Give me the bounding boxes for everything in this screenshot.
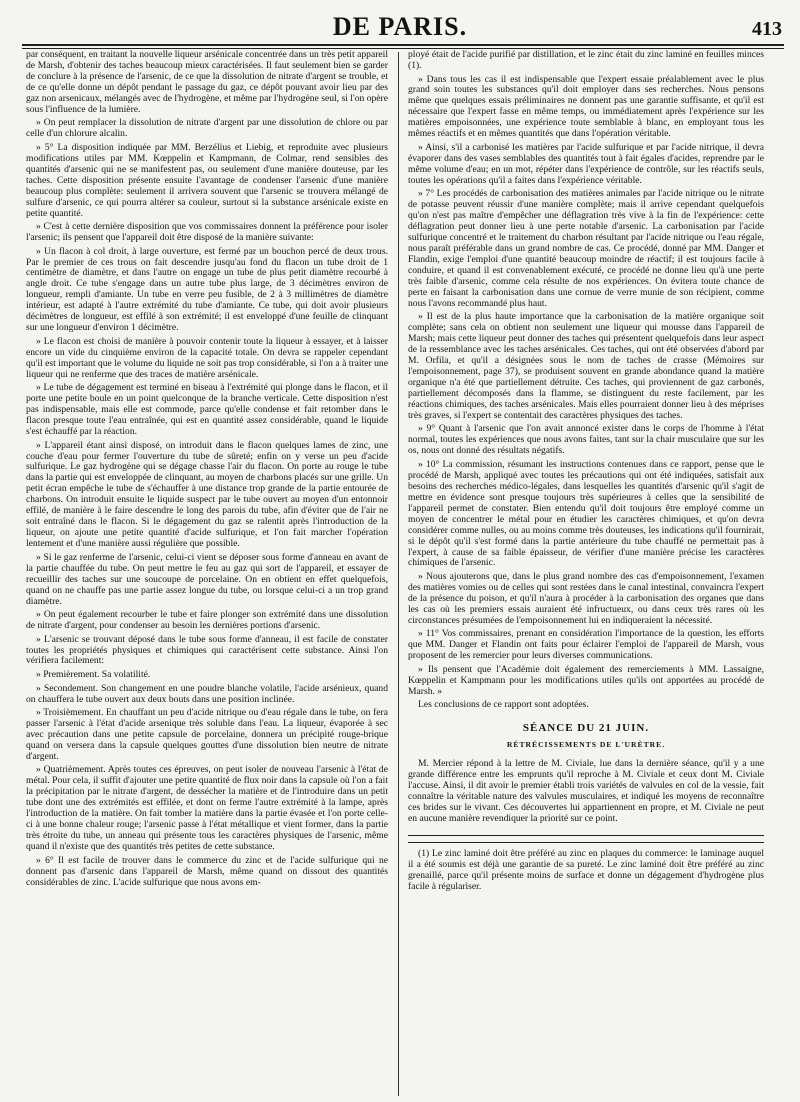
section-subtitle: RÉTRÉCISSEMENTS DE L'URÈTRE. bbox=[506, 740, 666, 750]
paragraph: » L'appareil étant ainsi disposé, on introduit dans le flacon quelques lames de zinc, une couche d'eau pour fermer l'ouverture du tube de sûreté; enfin on y verse un peu d'acide sulfurique. Le gaz hydrogène qui se dégage chasse l'air du flacon. On porte au rouge le tube dans la partie qui est enveloppée de clinquant, au moyen de charbons placés sur une grille. Un petit écran empêche le tube de s'échauffer à une distance trop grande de la partie entourée de charbons. On introduit ensuite le liquide suspect par le tube ouvert au moyen d'un entonnoir effilé, de manière à le faire descendre le long des parois du tube, afin d'éviter que de l'air ne soit entraîné dans le flacon. Si le dégagement du gaz se ralentit après l'introduction de la liqueur, on ajoute une petite quantité d'acide sulfurique, et l'on fait marcher l'opération lentement et d'une manière aussi régulière que possible. bbox=[26, 439, 388, 550]
paragraph: » C'est à cette dernière disposition que vos commissaires donnent la préférence pour isoler l'arsenic; ils pensent que l'appareil doit être disposé de la manière suivante: bbox=[26, 221, 388, 244]
header-rule-thin bbox=[22, 48, 784, 49]
column-divider bbox=[398, 52, 399, 1096]
paragraph: par conséquent, en traitant la nouvelle liqueur arsénicale concentrée dans un très petit appareil de Marsh, d'obtenir des taches beaucoup mieux caractérisées. Il faut seulement bien se garder de conclure à la présence de l'arsenic, de ce que la dissolution de nitrate d'argent se trouble, et de ce qu'elle donne un dépôt pendant le passage du gaz, ce dépôt pouvant avoir lieu par des gaz non arsenicaux, mélangés avec de l'hydrogène, et même par l'hydrogène seul, si l'on opère sous l'influence de la lumière. bbox=[26, 50, 388, 115]
page-header bbox=[0, 0, 800, 50]
paragraph: Les conclusions de ce rapport sont adoptées. bbox=[418, 699, 589, 711]
paragraph: ployé était de l'acide purifié par distillation, et le zinc était du zinc laminé en feuilles minces (1). bbox=[408, 50, 764, 71]
footnote: (1) Le zinc laminé doit être préféré au zinc en plaques du commerce: le laminage auquel il a été soumis est déjà une garantie de sa pureté. Le zinc laminé doit être préféré au zinc grenaillé, parce qu'il présente moins de surface et donne un dégagement d'hydrogène plus facile à régulariser. bbox=[408, 847, 764, 892]
section-title: SÉANCE DU 21 JUIN. bbox=[522, 722, 650, 735]
paragraph: » Le flacon est choisi de manière à pouvoir contenir toute la liqueur à essayer, et à laisser encore un vide du cinquième environ de la capacité totale. On devra se rappeler cependant qu'il est important que le volume du liquide ne soit pas trop considérable, si l'on a à traiter une liqueur qui ne renferme que des traces de matière arsénicale. bbox=[26, 335, 388, 380]
page-number: 413 bbox=[752, 18, 782, 40]
paragraph: » 5° La disposition indiquée par MM. Berzélius et Liebig, et reproduite avec plusieurs modifications utiles par MM. Kœppelin et Kampmann, de Colmar, rend sensibles des quantités d'arsenic qui ne se manifestent pas, ou seulement d'une manière douteuse, par les taches. Cette disposition présente ensuite l'avantage de condenser l'arsenic d'une manière beaucoup plus complète: seulement il arrivera souvent que l'arsenic se trouvera mélangé de sulfure d'arsenic, ce qui pourra altérer sa couleur, surtout si la substance arsénicale existe en petite quantité. bbox=[26, 141, 388, 219]
paragraph: » Le tube de dégagement est terminé en biseau à l'extrémité qui plonge dans le flacon, et il porte une petite boule en un point quelconque de la branche verticale. Cette disposition n'est pas indispensable, mais elle est commode, parce qu'elle condense et fait retomber dans le flacon presque toute l'eau entraînée, qui est en quantité assez considérable, quand le liquide s'est échauffé par la réaction. bbox=[26, 382, 388, 438]
paragraph: » 10° La commission, résumant les instructions contenues dans ce rapport, pense que le procédé de Marsh, appliqué avec toutes les précautions qui ont été indiquées, satisfait aux besoins des recherches médico-légales, dans lesquelles les quantités d'arsenic qu'il s'agit de mettre en évidence sont presque toujours très supérieures à celles que la sensibilité de l'appareil permet de constater. Bien entendu qu'il doit toujours être employé comme un moyen de concentrer le métal pour en étudier les caractères chimiques, et qu'on devra considérer comme nulles, ou au moins comme très douteuses, les indications qu'il fournirait, si le dépôt qu'il s'est formé dans la partie antérieure du tube chauffé ne permettait pas à l'expert, à cause de sa faible épaisseur, de vérifier d'une manière précise les caractères chimiques de l'arsenic. bbox=[408, 458, 764, 569]
paragraph: » On peut également recourber le tube et faire plonger son extrémité dans une dissolution de nitrate d'argent, pour condenser au besoin les dernières portions d'arsenic. bbox=[26, 609, 388, 631]
paragraph: » Il est de la plus haute importance que la carbonisation de la matière organique soit complète; sans cela on obtient non seulement une liqueur qui mousse dans l'appareil de Marsh; mais cette liqueur peut donner des taches qui présentent quelquefois dans leur aspect de la ressemblance avec les taches arsénicales. Ces taches, qui ont été observées d'abord par M. Orfila, et qu'il a désignées sous le nom de taches de crasse (Mémoires sur l'empoisonnement, page 37), se produisent souvent en grande abondance quand la matière organique n'a été que partiellement détruite. Ces taches, qui proviennent de gaz carbonés, partiellement décomposés dans la flamme, se distinguent du reste facilement, par les réactions chimiques, des taches arsénicales. Mais elles pourraient donner lieu à des méprises très graves, si l'expert se contentait des caractères physiques des taches. bbox=[408, 311, 764, 421]
paragraph: » Un flacon à col droit, à large ouverture, est fermé par un bouchon percé de deux trous. Par le premier de ces trous on fait descendre jusqu'au fond du flacon un tube droit de 1 centimètre de diamètre, et dans l'autre on engage un tube de plus petit diamètre recourbé à angle droit. Ce tube s'engage dans un autre tube plus large, de 3 décimètres environ de longueur, rempli d'amiante. Un tube en verre peu fusible, de 2 à 3 millimètres de diamètre intérieur, est adapté à l'autre extrémité du tube d'amiante. Ce tube, qui doit avoir plusieurs décimètres de longueur, est effilé à son extrémité; il est enveloppé d'une feuille de clinquant sur une longueur d'environ 1 décimètre. bbox=[26, 245, 388, 334]
paragraph: » Secondement. Son changement en une poudre blanche volatile, l'acide arsénieux, quand on chauffera le tube ouvert aux deux bouts dans une position inclinée. bbox=[26, 682, 388, 705]
paragraph: » Troisièmement. En chauffant un peu d'acide nitrique ou d'eau régale dans le tube, on fera passer l'arsenic à l'état d'acide arsenique très soluble dans l'eau. La liqueur, évaporée à sec avec précaution dans une petite capsule de porcelaine, donnera un précipité rouge-brique quand on versera dans la capsule quelques gouttes d'une dissolution bien neutre de nitrate d'argent. bbox=[26, 707, 388, 762]
right-column bbox=[408, 50, 764, 1098]
paragraph: » Ainsi, s'il a carbonisé les matières par l'acide sulfurique et par l'acide nitrique, il devra évaporer dans des vases semblables des quantités tout à fait égales d'acides, reprendre par le même volume d'eau; en un mot, répéter dans l'expérience de contrôle, sur les réactifs seuls, toutes les opérations qu'il a faites dans l'expérience véritable. bbox=[408, 141, 764, 186]
paragraph: » Si le gaz renferme de l'arsenic, celui-ci vient se déposer sous forme d'anneau en avant de la partie chauffée du tube. On peut mettre le feu au gaz qui sort de l'appareil, et essayer de recueillir des taches sur une soucoupe de porcelaine. On en obtient en effet quelquefois, quand on ne chauffe pas une partie assez longue du tube, ou lorsque celui-ci a un trop grand diamètre. bbox=[26, 551, 388, 607]
paragraph: » Ils pensent que l'Académie doit également des remerciements à MM. Lassaigne, Kœppelin et Kampmann pour les modifications utiles qu'ils ont apportées au procédé de Marsh. » bbox=[408, 663, 764, 697]
paragraph: » Premièrement. Sa volatilité. bbox=[36, 669, 151, 680]
paragraph: » 6° Il est facile de trouver dans le commerce du zinc et de l'acide sulfurique qui ne donnent pas d'arsenic dans l'appareil de Marsh, même quand on dissout des quantités considérables de zinc. L'acide sulfurique que nous avons em- bbox=[26, 854, 388, 888]
footnote-rule bbox=[408, 835, 764, 836]
paragraph: » 9° Quant à l'arsenic que l'on avait annoncé exister dans le corps de l'homme à l'état normal, toutes les expériences que nous avons faites, tant sur la chair musculaire que sur les os, nous ont donné des résultats négatifs. bbox=[408, 423, 764, 457]
paragraph: » 11° Vos commissaires, prenant en considération l'importance de la question, les efforts que MM. Danger et Flandin ont faits pour éclairer l'emploi de l'appareil de Marsh, vous proposent de les remercier pour leurs diverses communications. bbox=[408, 628, 764, 662]
header-rule bbox=[22, 44, 784, 46]
paragraph: » On peut remplacer la dissolution de nitrate d'argent par une dissolution de chlore ou par celle d'un chlorure alcalin. bbox=[26, 117, 388, 140]
footnote-rule-thin bbox=[408, 842, 764, 843]
paragraph: » 7° Les procédés de carbonisation des matières animales par l'acide nitrique ou le nitrate de potasse peuvent réussir d'une manière complète; mais il arrive cependant quelquefois qu'on n'est pas maître d'empêcher une déflagration très vive à la fin de l'expérience: cette déflagration peut donner lieu à une perte notable d'arsenic. La carbonisation par l'acide sulfurique concentré et le traitement du charbon résultant par l'acide nitrique ou l'eau régale, nous paraît préférable dans un grand nombre de cas. Ce procédé, donné par MM. Danger et Flandin, exige l'emploi d'une quantité beaucoup moindre de réactif; il est toujours facile à conduire, et quand il est convenablement exécuté, ce procédé ne donne lieu qu'à une perte très faible d'arsenic, comme cela résulte de nos expériences. On évitera toute chance de perte en faisant la carbonisation dans une cornue de verre munie de son récipient, comme nous l'avons recommandé plus haut. bbox=[408, 188, 764, 309]
paragraph: » Nous ajouterons que, dans le plus grand nombre des cas d'empoisonnement, l'examen des matières vomies ou de celles qui sont restées dans le canal intestinal, convaincra l'expert de la présence du poison, et qu'il n'aura à procéder à la carbonisation des organes que dans les cas où les premiers essais auraient été infructueux, ou dans ceux très rares où les circonstances présumées de l'empoisonnement lui en indiqueraient la nécessité. bbox=[408, 571, 764, 626]
paragraph: » L'arsenic se trouvant déposé dans le tube sous forme d'anneau, il est facile de constater toutes les propriétés physiques et chimiques qui caractérisent cette substance. Ainsi l'on vérifiera facilement: bbox=[26, 633, 388, 667]
left-column bbox=[26, 50, 388, 1098]
paragraph: » Quatrièmement. Après toutes ces épreuves, on peut isoler de nouveau l'arsenic à l'état de métal. Pour cela, il suffit d'ajouter une petite quantité de flux noir dans la capsule où l'on a fait la précipitation par le nitrate d'argent, de dessécher la matière et de l'introduire dans un petit tube dont une des extrémités est effilée, et dont on ferme l'autre extrémité à la lampe, après l'introduction de la matière. On fait tomber la matière dans la partie évasée et l'on porte celle-ci à une bonne chaleur rouge; l'arsenic passe à l'état métallique et vient former, dans la partie très étroite du tube, un anneau qui présente tous les caractères physiques de l'arsenic, même quand il n'existe que des quantités très petites de cette substance. bbox=[26, 764, 388, 853]
running-title: DE PARIS. bbox=[332, 12, 468, 41]
paragraph: » Dans tous les cas il est indispensable que l'expert essaie préalablement avec le plus grand soin toutes les substances qu'il doit employer dans ses recherches. Nous pensons même que quelques essais préliminaires ne donnent pas une garantie suffisante, et qu'il est nécessaire que l'expert fasse en même temps, ou immédiatement après l'expérience sur les matières empoisonnées, une expérience toute semblable à blanc, en employant tous les mêmes réactifs et en mêmes quantités que dans l'opération véritable. bbox=[408, 73, 764, 140]
paragraph: M. Mercier répond à la lettre de M. Civiale, lue dans la dernière séance, qu'il y a une grande différence entre les emprunts qu'il reproche à M. Civiale et ceux dont M. Civiale l'accuse. Ainsi, il dit avoir le premier établi trois variétés de valvules en col de la vessie, fait connaître la véritable nature des valvules musculaires, et indiqué les moyens de reconnaître ces brides sur le vivant. Ces découvertes lui appartiennent en propre, et M. Civiale ne peut en aucune manière revendiquer la priorité sur ce point. bbox=[408, 758, 764, 824]
